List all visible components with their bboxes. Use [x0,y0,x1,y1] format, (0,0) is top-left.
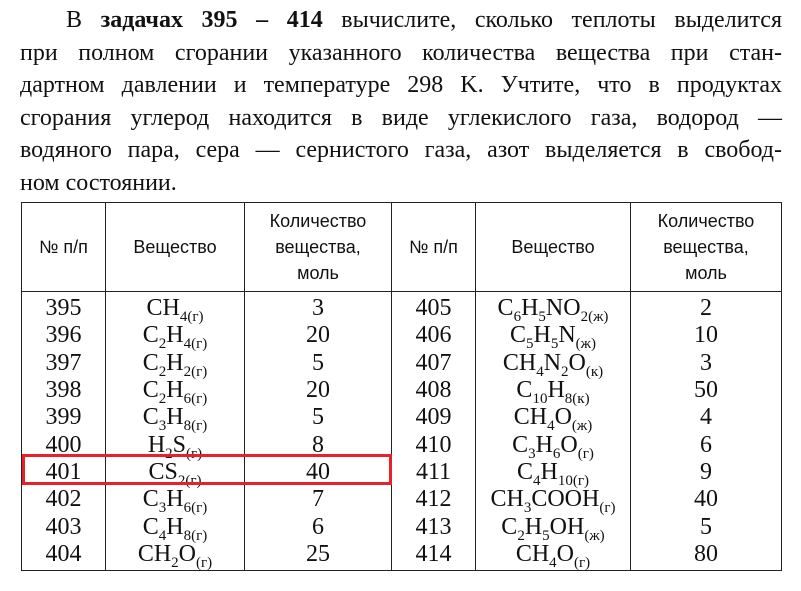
formula-symbol: H [166,349,184,376]
formula-symbol: CS [148,458,178,485]
header-amount: Количество вещества, моль [631,203,782,292]
formula-subscript: 3 [158,500,167,517]
substance-formula [476,486,631,517]
formula-subscript: 2 [158,391,167,408]
formula-symbol: C [142,513,159,540]
substance-formula [106,322,245,353]
formula-symbol: CH [513,404,548,431]
formula-symbol: H [533,322,551,349]
problem-number: 402 [22,486,106,513]
substance-formula [476,377,631,408]
substance-formula [106,541,245,571]
substances-table [21,202,782,571]
table-row [22,322,782,349]
formula-subscript: (г) [186,445,203,462]
formula-subscript: 10 [532,391,548,408]
problem-number: 398 [22,377,106,404]
table-row [22,459,782,486]
substance-amount: 25 [245,541,392,571]
formula-subscript: 4 [533,472,541,489]
formula-subscript: 8(г) [183,527,208,544]
substance-formula [106,431,245,462]
formula-subscript: 5 [550,336,559,353]
formula-symbol: NO [545,295,581,322]
problem-number: 408 [392,377,476,404]
formula-subscript: 6 [513,309,522,326]
formula-symbol: C [497,295,514,322]
formula-symbol: O [556,540,575,567]
formula-symbol: O [178,540,197,567]
intro-line-5: водяного пара, сера — сернистого газа, азот выделяется в свобод- [20,137,782,163]
table-row [22,513,782,540]
formula-symbol: CH [137,540,172,567]
problem-number: 414 [392,541,476,571]
formula-subscript: 3 [523,500,532,517]
formula-subscript: (к) [585,363,604,380]
substance-amount: 9 [631,459,782,486]
formula-symbol: S [172,431,187,458]
formula-subscript: 8(г) [183,418,208,435]
substance-formula [476,431,631,462]
substance-formula [106,349,245,380]
table-row [22,377,782,404]
formula-symbol: CH [502,349,537,376]
formula-subscript: (г) [574,554,591,571]
intro-text: вычислите, сколько теплоты выделится [322,7,782,33]
substance-formula [476,513,631,544]
formula-subscript: (г) [196,554,213,571]
substance-amount: 8 [245,431,392,458]
formula-symbol: O [568,349,586,376]
substance-amount: 7 [245,486,392,513]
formula-subscript: 4(г) [179,309,204,326]
substance-formula [106,513,245,544]
substance-amount: 3 [631,350,782,377]
formula-subscript: 3 [158,418,167,435]
problem-number: 411 [392,459,476,486]
table-header-row [22,203,782,292]
substance-amount: 6 [245,513,392,540]
formula-subscript: 5 [538,309,546,326]
formula-subscript: 8(к) [564,391,590,408]
formula-subscript: 2 [165,445,173,462]
substance-amount: 5 [245,350,392,377]
table-body [22,292,782,571]
intro-line-4: сгорания углерод находится в виде углекислого газа, водород — [20,104,782,131]
substance-amount: 5 [631,513,782,540]
substance-formula [476,322,631,353]
formula-symbol: C [142,486,159,513]
formula-symbol: CH [515,540,550,567]
problem-number: 413 [392,513,476,540]
substance-amount: 20 [245,322,392,349]
substance-amount: 2 [631,292,782,323]
formula-symbol: C [142,377,159,404]
formula-subscript: 4 [549,554,557,571]
formula-symbol: O [554,404,572,431]
substance-formula [106,486,245,517]
formula-symbol: C [142,349,159,376]
formula-symbol: O [560,431,578,458]
formula-symbol: H [540,458,558,485]
substance-amount: 20 [245,377,392,404]
problem-number: 410 [392,431,476,458]
problem-number: 399 [22,404,106,431]
formula-symbol: H [524,513,543,540]
formula-symbol: C [142,322,159,349]
formula-symbol: C [512,431,529,458]
substance-amount: 40 [245,459,392,486]
problem-number: 400 [22,431,106,458]
formula-subscript: (г) [577,445,594,462]
problem-number: 404 [22,541,106,571]
substance-formula [476,349,631,380]
problem-number: 407 [392,350,476,377]
formula-subscript: 6 [552,445,561,462]
problem-number: 396 [22,322,106,349]
formula-subscript: (г) [599,500,616,517]
substance-formula [476,458,631,489]
substance-formula [106,377,245,408]
formula-symbol: C [516,377,533,404]
formula-subscript: 5 [525,336,534,353]
formula-subscript: 2 [517,527,525,544]
problem-number: 395 [22,292,106,323]
intro-line-2: при полном сгорании указанного количества вещества при стан- [20,39,782,66]
formula-symbol: H [521,295,539,322]
formula-symbol: N [558,322,576,349]
formula-subscript: 2(г) [177,472,202,489]
formula-subscript: 2 [158,336,167,353]
problem-intro [20,4,782,199]
formula-subscript: (ж) [584,527,605,544]
formula-subscript: 4 [547,418,555,435]
formula-subscript: 2(ж) [580,309,609,326]
problem-number: 406 [392,322,476,349]
problem-number: 409 [392,404,476,431]
formula-subscript: 2 [561,363,569,380]
substance-amount: 5 [245,404,392,431]
header-num: № п/п [392,203,476,292]
table-row [22,350,782,377]
formula-subscript: 6(г) [183,391,208,408]
intro-line-6: ном состоянии. [20,169,177,196]
substance-amount: 6 [631,431,782,458]
header-substance: Вещество [106,203,245,292]
formula-subscript: 10(г) [557,472,589,489]
table-row [22,541,782,571]
formula-symbol: CH [146,295,180,322]
formula-subscript: 2 [171,554,179,571]
formula-symbol: C [516,458,533,485]
table-row [22,486,782,513]
formula-symbol: H [166,513,184,540]
header-num: № п/п [22,203,106,292]
substance-amount: 50 [631,377,782,404]
formula-subscript: 4 [536,363,544,380]
substance-amount: 3 [245,292,392,323]
formula-symbol: H [166,404,184,431]
formula-subscript: 4 [158,527,167,544]
problem-number: 412 [392,486,476,513]
formula-symbol: CH [490,486,524,513]
formula-subscript: 5 [542,527,550,544]
substances-table-wrap [21,202,781,571]
problem-number: 403 [22,513,106,540]
problem-number: 405 [392,292,476,323]
formula-symbol: N [543,349,562,376]
substance-formula [476,404,631,435]
formula-symbol: H [166,322,184,349]
header-amount: Количество вещества, моль [245,203,392,292]
substance-amount: 80 [631,541,782,571]
formula-symbol: H [147,431,166,458]
substance-formula [476,541,631,571]
substance-formula [476,292,631,326]
formula-subscript: (ж) [571,418,593,435]
intro-line-3: дартном давлении и температуре 298 K. Учтите, что в продуктах [20,72,782,98]
header-substance: Вещество [476,203,631,292]
substance-amount: 40 [631,486,782,513]
formula-symbol: H [166,377,184,404]
substance-formula [106,458,245,489]
formula-symbol: OH [549,513,585,540]
formula-symbol: C [142,404,159,431]
substance-amount: 10 [631,322,782,349]
table-row [22,292,782,323]
intro-text: В [66,7,101,33]
substance-formula [106,292,245,326]
substance-amount: 4 [631,404,782,431]
intro-line-1 [20,4,782,37]
formula-subscript: 6(г) [183,500,208,517]
table-row [22,404,782,431]
formula-subscript: 4(г) [183,336,208,353]
table-row [22,431,782,458]
formula-symbol: H [547,377,565,404]
problem-range: задачах 395 – 414 [100,7,323,33]
formula-symbol: COOH [531,486,600,513]
problem-number: 397 [22,350,106,377]
substance-formula [106,404,245,435]
formula-symbol: C [501,513,518,540]
formula-subscript: 2(г) [183,363,208,380]
formula-symbol: H [166,486,184,513]
problem-number: 401 [22,459,106,486]
formula-symbol: H [535,431,553,458]
formula-subscript: (ж) [575,336,597,353]
formula-subscript: 2 [158,363,167,380]
formula-symbol: C [509,322,526,349]
formula-subscript: 3 [528,445,536,462]
